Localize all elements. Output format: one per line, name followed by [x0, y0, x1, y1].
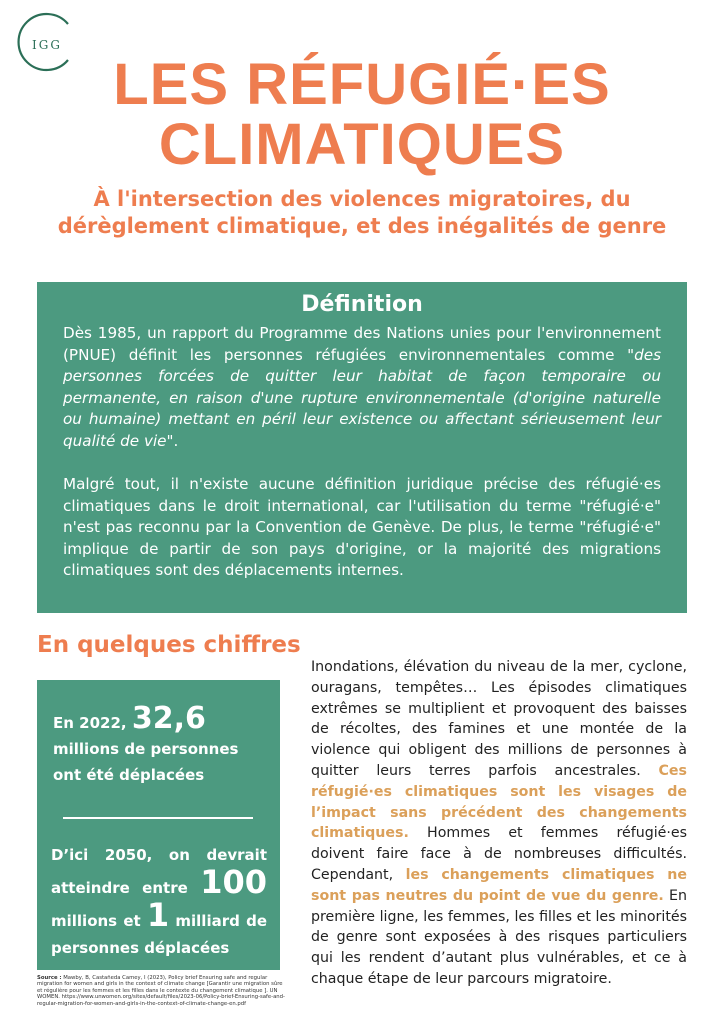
definition-intro: Dès 1985, un rapport du Programme des Nations unies pour l'environnement (PNUE) définit les personnes réfugiées environnementales comme: [63, 324, 661, 364]
pnue-quote: "des personnes forcées de quitter leur habitat de façon temporaire ou permanente, en raison d'une rupture environnementale (d'origine naturelle ou humaine) mettant en péril leur existence ou affectant sérieusement leur qualité de vie": [63, 345, 661, 450]
figure-2050: [51, 842, 267, 962]
title-line-1: LES RÉFUGIÉ·ES: [113, 52, 611, 117]
body-text-2: Hommes et femmes réfugié·es doivent faire face à de nombreuses difficultés. Cependant,: [311, 825, 687, 883]
title-line-2: CLIMATIQUES: [158, 112, 566, 177]
source-text: Mawby, B, Castañeda Camey, I (2023), Policy brief Ensuring safe and regular migration for women and girls in the context of climate change [Garantir une migration sûre et régulière pour les femmes et les filles dans le contexte du changement climatique ]. UN WOMEN. https://www.unwomen.org/sites/default/files/2023-06/Policy-brief-Ensuring-safe-and-regular-migration-for-women-and-girls-in-the-context-of-climate-change-en.pdf: [37, 975, 285, 1007]
figure-2022: [53, 701, 265, 788]
page-subtitle: [40, 186, 684, 240]
page-title: [0, 52, 724, 177]
subtitle-line-1: À l'intersection des violences migratoires, du: [93, 187, 631, 211]
body-text-1: Inondations, élévation du niveau de la mer, cyclone, ouragans, tempêtes… Les épisodes climatiques extrêmes se multiplient et provoquent des baisses de récoltes, des famines et une montée de la violence qui obligent des millions de personnes à quitter leurs terres parfois ancestrales.: [311, 659, 687, 779]
definition-paragraph-1: [63, 323, 661, 452]
fig2-number-100: 100: [200, 863, 267, 901]
source-label: Source :: [37, 975, 62, 981]
fig1-pre: En 2022,: [53, 714, 132, 732]
fig2-number-1: 1: [146, 896, 170, 934]
figures-box: [37, 680, 280, 970]
body-text: [311, 657, 687, 990]
definition-paragraph-2: Malgré tout, il n'existe aucune définition juridique précise des réfugié·es climatiques dans le droit international, car l'utilisation du terme "réfugié·e" n'est pas reconnu par la Convention de Genève. De plus, le terme "réfugié·e" implique de partir de son pays d'origine, or la majorité des migrations climatiques sont des déplacements internes.: [63, 475, 661, 579]
fig1-number: 32,6: [131, 701, 206, 736]
chiffres-heading: En quelques chiffres: [37, 632, 301, 658]
body-text-3: En première ligne, les femmes, les filles et les minorités de genre sont exposées à des risques particuliers qui les rendent d’autant plus vulnérables, et ce à chaque étape de leur parcours migratoire.: [311, 887, 687, 987]
fig2-post: milliard de personnes déplacées: [51, 912, 267, 957]
highlight-2: les changements climatiques ne sont pas neutres du point de vue du genre.: [311, 866, 687, 904]
definition-box: [37, 282, 687, 613]
highlight-1: Ces réfugié·es climatiques sont les visages de l’impact sans précédent des changements climatiques.: [311, 762, 687, 842]
fig2-mid: millions et: [51, 912, 147, 930]
subtitle-line-2: dérèglement climatique, et des inégalités de genre: [57, 214, 667, 238]
igg-logo-text: IGG: [32, 38, 62, 52]
fig1-post: millions de personnes ont été déplacées: [53, 740, 239, 784]
figures-divider: [63, 817, 253, 819]
source-note: [37, 975, 287, 1007]
definition-heading: Définition: [301, 292, 423, 317]
definition-end: .: [173, 431, 179, 450]
fig2-pre: D’ici 2050, on devrait atteindre entre: [51, 846, 267, 897]
